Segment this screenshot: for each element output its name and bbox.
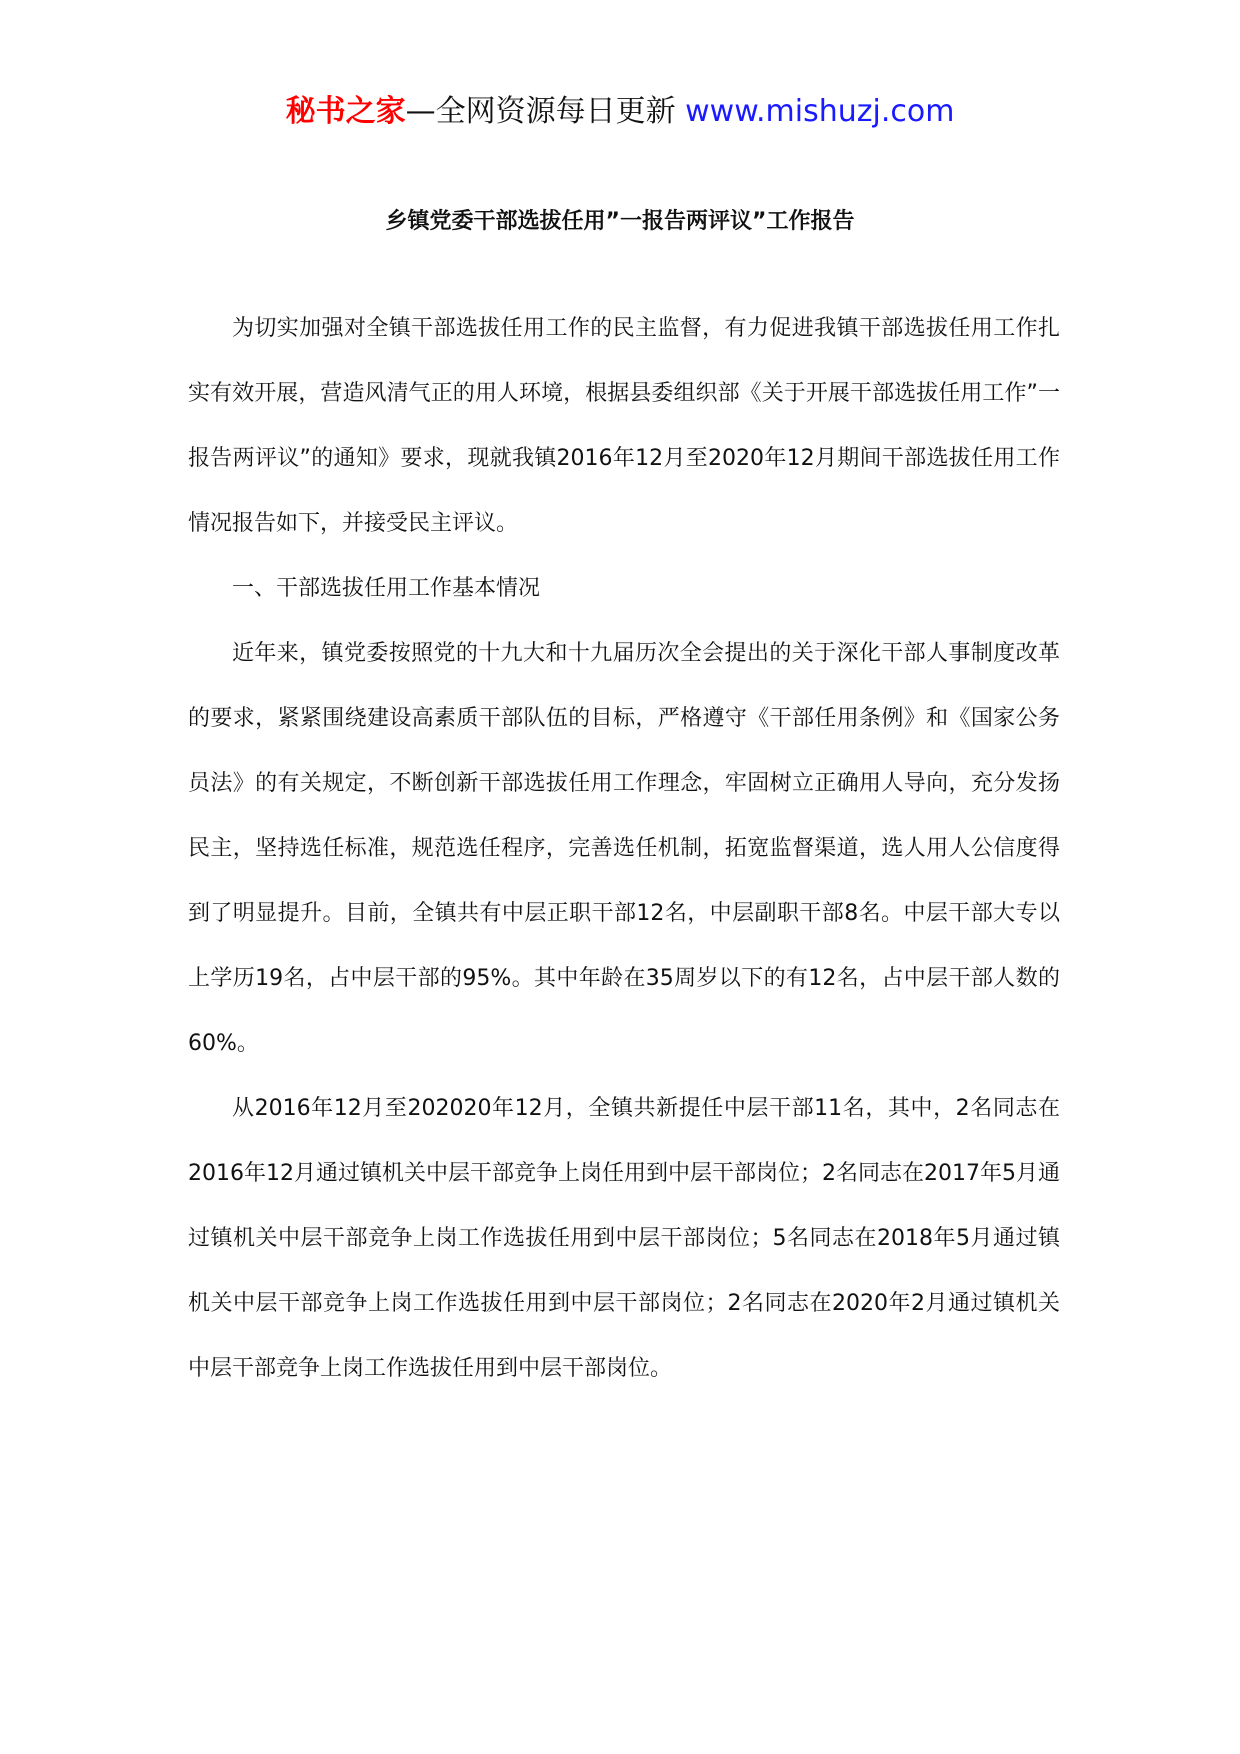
- document-body: [188, 296, 1060, 1401]
- site-header: [0, 92, 1240, 132]
- paragraph-appointments: 从2016年12月至202020年12月，全镇共新提任中层干部11名，其中，2名同志在2016年12月通过镇机关中层干部竞争上岗任用到中层干部岗位；2名同志在2017年5月通过镇机关中层干部竞争上岗工作选拔任用到中层干部岗位；5名同志在2018年5月通过镇机关中层干部竞争上岗工作选拔任用到中层干部岗位；2名同志在2020年2月通过镇机关中层干部竞争上岗工作选拔任用到中层干部岗位。: [188, 1096, 1060, 1381]
- brand-name: 秘书之家: [285, 94, 406, 129]
- paragraph-intro: 为切实加强对全镇干部选拔任用工作的民主监督，有力促进我镇干部选拔任用工作扎实有效开展，营造风清气正的用人环境，根据县委组织部《关于开展干部选拔任用工作”一报告两评议”的通知》要求，现就我镇2016年12月至2020年12月期间干部选拔任用工作情况报告如下，并接受民主评议。: [188, 316, 1060, 536]
- document-title: 乡镇党委干部选拔任用”一报告两评议”工作报告: [385, 209, 855, 234]
- paragraph-overview: 近年来，镇党委按照党的十九大和十九届历次全会提出的关于深化干部人事制度改革的要求，紧紧围绕建设高素质干部队伍的目标，严格遵守《干部任用条例》和《国家公务员法》的有关规定，不断创新干部选拔任用工作理念，牢固树立正确用人导向，充分发扬民主，坚持选任标准，规范选任程序，完善选任机制，拓宽监督渠道，选人用人公信度得到了明显提升。目前，全镇共有中层正职干部12名，中层副职干部8名。中层干部大专以上学历19名，占中层干部的95%。其中年龄在35周岁以下的有12名，占中层干部人数的60%。: [188, 641, 1060, 1056]
- section-heading: 一、干部选拔任用工作基本情况: [232, 576, 541, 601]
- site-url-link[interactable]: www.mishuzj.com: [685, 94, 955, 129]
- header-tagline: —全网资源每日更新: [405, 94, 686, 129]
